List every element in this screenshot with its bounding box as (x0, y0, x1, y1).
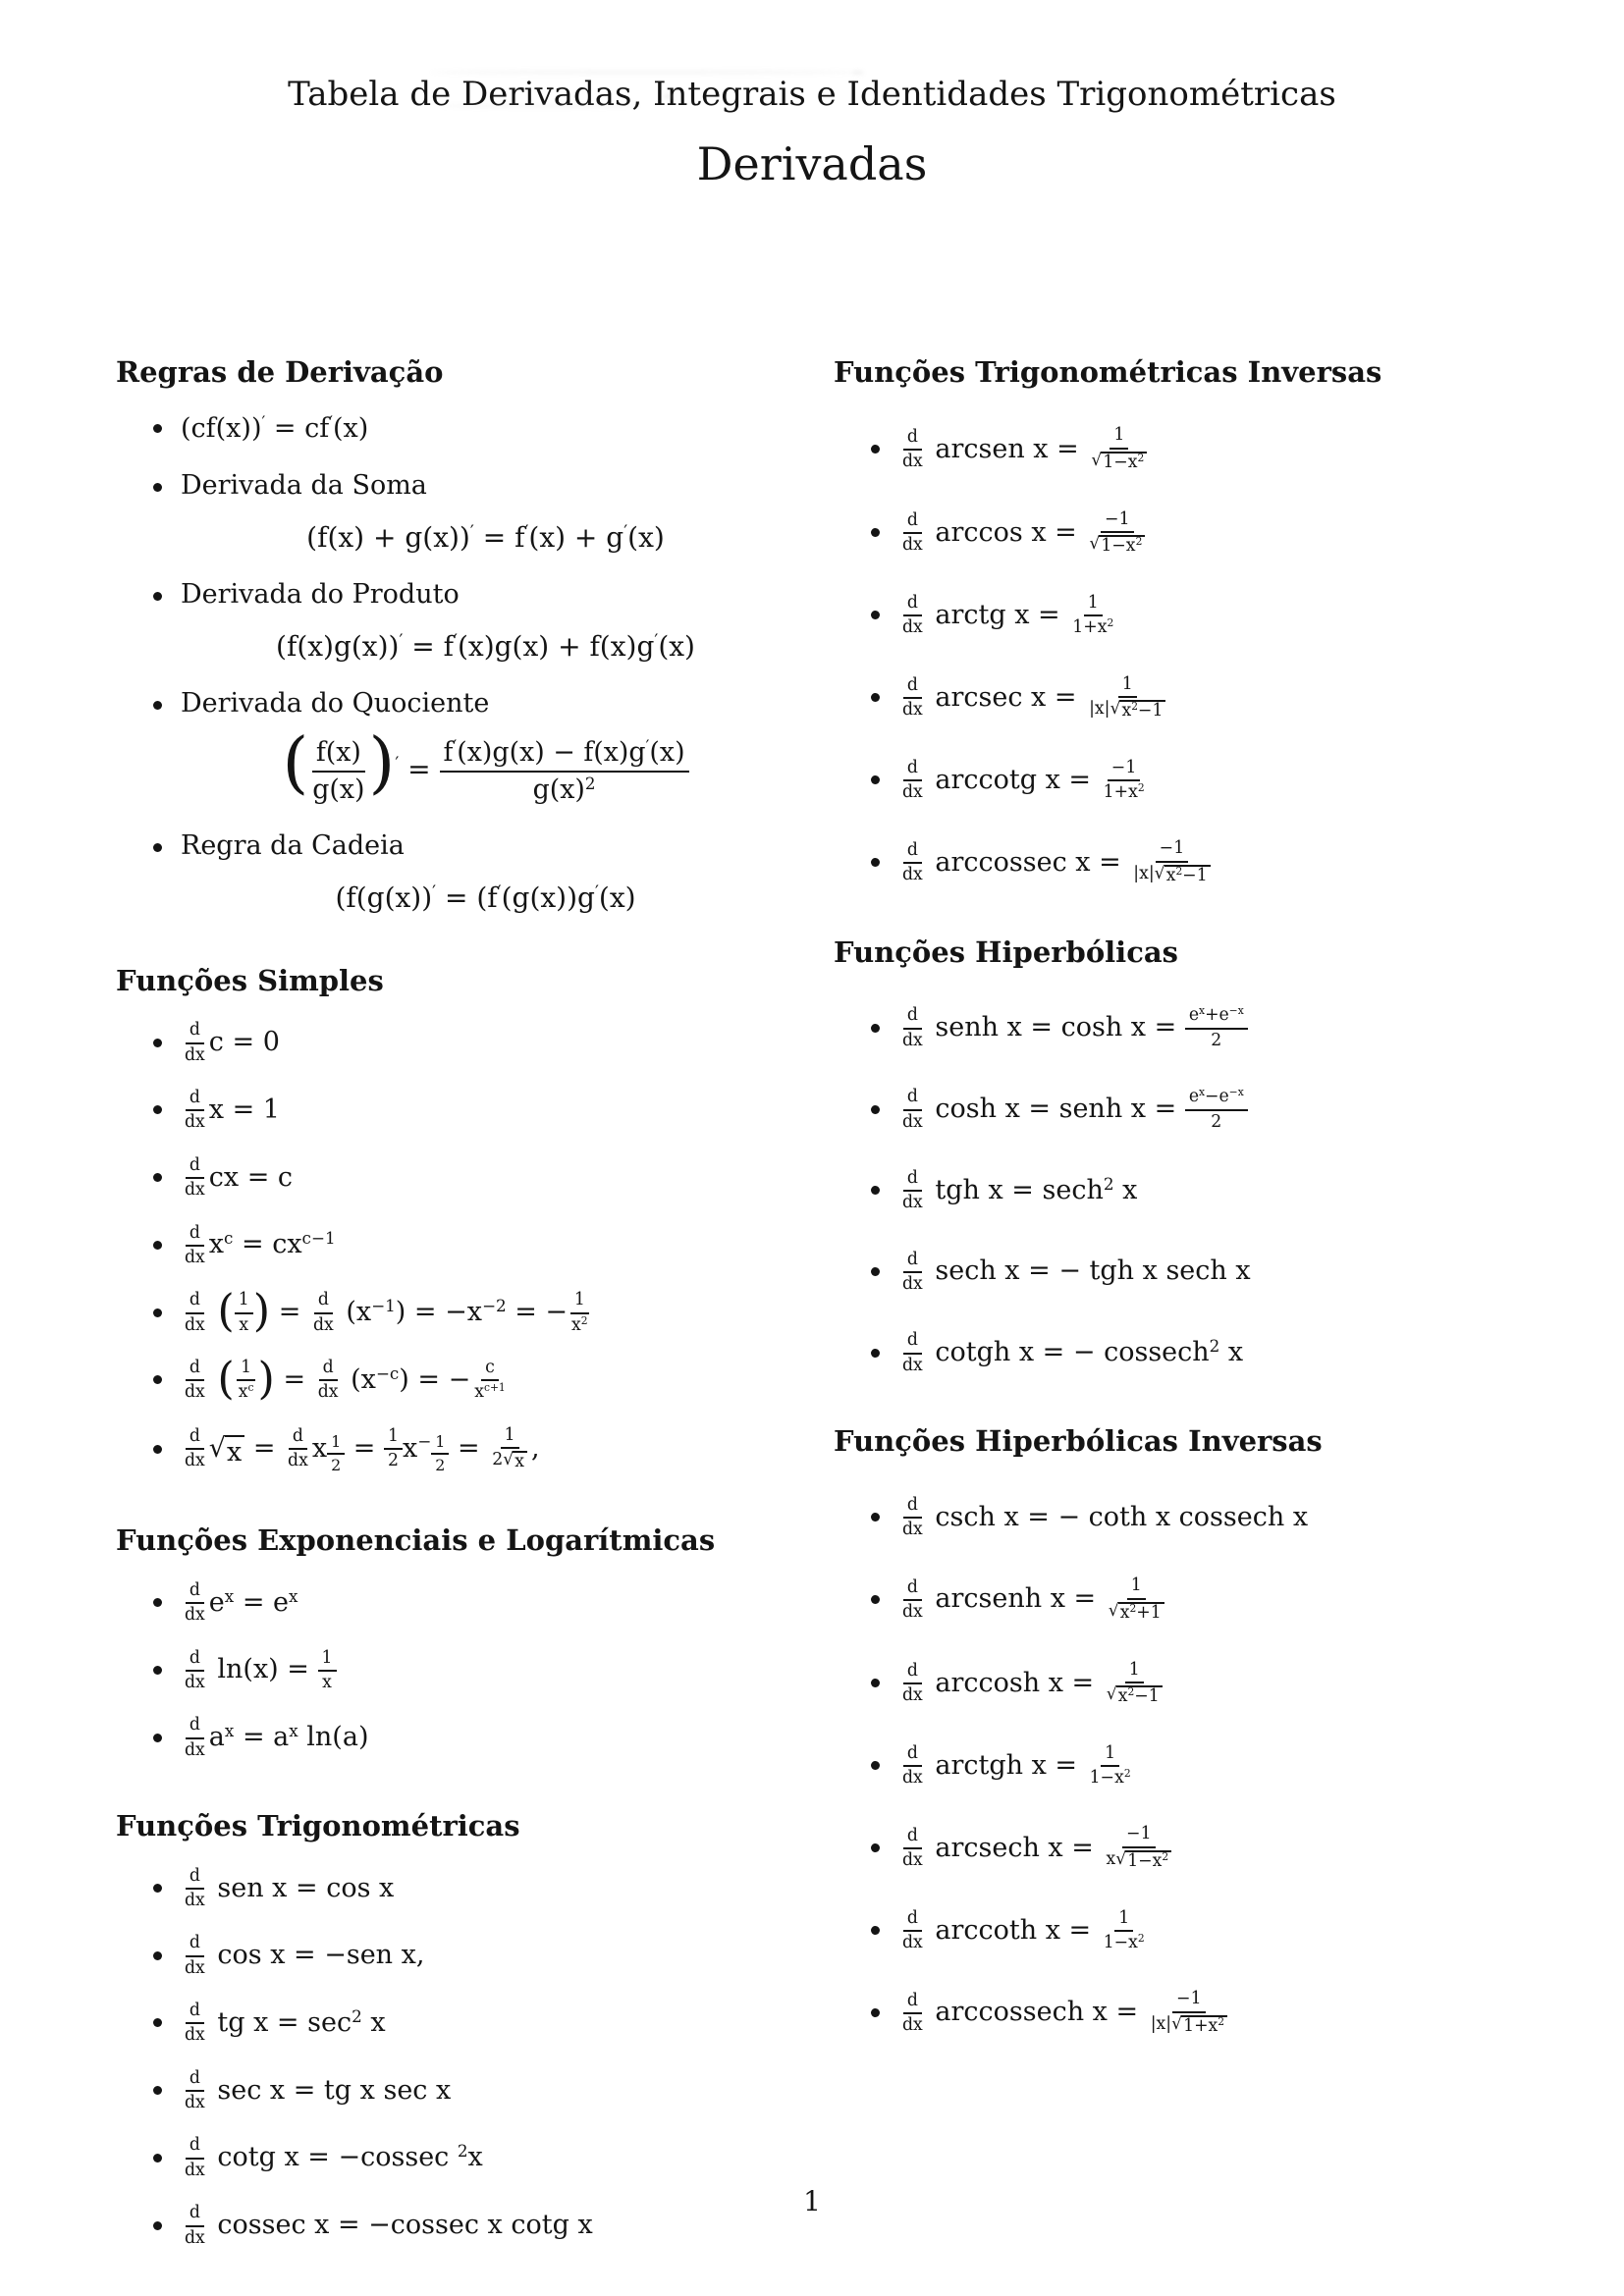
formula-item (869, 1661, 1508, 1707)
formula-item (869, 1576, 1508, 1623)
formula-item (151, 1224, 790, 1268)
inline-formula: $\frac{d}{dx}$ sen x = cos x (185, 1865, 395, 1911)
inline-formula: $\frac{d}{dx}$ senh x = cosh x = $\frac{e^x+e^{-x}}{2}$ (898, 1012, 1248, 1042)
formula-item (151, 1716, 790, 1760)
inline-formula: $\frac{d}{dx}$ $e^x = e^x$ (185, 1579, 298, 1626)
formula-item (869, 1331, 1508, 1375)
formula-item (869, 1990, 1508, 2036)
inline-formula: $\frac{d}{dx}$ arcsec x = 1 |x| √ $x^2-1$ (898, 682, 1169, 713)
formula-item (151, 687, 790, 806)
formula-list (834, 426, 1508, 885)
formula-item (151, 578, 790, 664)
formula-item (151, 1934, 790, 1978)
display-formula: (f(x) + g(x))′ = f′(x) + g′(x) (306, 520, 665, 554)
inline-formula: $\frac{d}{dx}$ sec x = tg x sec x (185, 2067, 452, 2113)
formula-list (834, 1006, 1508, 1374)
formula-item (151, 469, 790, 555)
section-title: Funções Exponenciais e Logarítmicas (116, 1523, 716, 1558)
formula-list (116, 412, 790, 914)
inline-formula: $\frac{d}{dx}$ cos x = −sen x, (185, 1933, 425, 1978)
formula-item (151, 1867, 790, 1911)
inline-formula: $\frac{d}{dx}$ c = 0 (185, 1020, 280, 1065)
formula-item (869, 1088, 1508, 1132)
section-title: Funções Simples (116, 963, 384, 997)
formula-item (151, 2002, 790, 2046)
inline-formula: $\frac{d}{dx}$ arccos x = −1 √ $1-x^2$ (898, 517, 1149, 548)
rule-label: Derivada do Quociente (181, 687, 490, 719)
formula-item (151, 1581, 790, 1626)
inline-formula: $\frac{d}{dx}$ csch x = − coth x cossech x (902, 1494, 1309, 1540)
inline-formula: $\frac{d}{dx}$ ( $\frac{1}{x}$ ) = $\frac{d}{dx}$ $(x^{-1}) = -x^{-2}$ = − $\frac{1}{x^2}$ (185, 1285, 588, 1337)
formula-item (151, 1649, 790, 1693)
inline-formula: $\frac{d}{dx}$ $a^x = a^x$ ln(a) (185, 1715, 369, 1760)
formula-section (116, 355, 790, 915)
formula-section (116, 1523, 790, 1760)
page-title: Derivadas (696, 136, 928, 190)
formula-list (116, 1021, 790, 1474)
inline-formula: $\frac{d}{dx}$ arctgh x = $\frac{1}{1-x^2}$ (902, 1742, 1131, 1789)
formula-item (151, 1089, 790, 1133)
inline-formula: $\frac{d}{dx}$ cosh x = senh x = $\frac{e^x-e^{-x}}{2}$ (898, 1094, 1248, 1124)
document-title: Tabela de Derivadas, Integrais e Identidades Trigonométricas (288, 75, 1336, 114)
inline-formula: $\frac{d}{dx}$ ( $\frac{1}{x^c}$ ) = $\frac{d}{dx}$ $(x^{-c})$ = − $\frac{c}{x^{c+1}}$ (185, 1353, 506, 1405)
section-title: Regras de Derivação (116, 354, 444, 389)
formula-list (834, 1496, 1508, 2037)
inline-formula: $\frac{d}{dx}$ arccoth x = $\frac{1}{1-x^2}$ (902, 1907, 1145, 1953)
inline-formula: $\frac{d}{dx}$ arcsen x = 1 √ $1-x^2$ (898, 434, 1151, 464)
formula-item (869, 1909, 1508, 1953)
page-header (0, 0, 1624, 190)
formula-item (151, 829, 790, 915)
right-column (834, 355, 1508, 2074)
inline-formula: $\frac{d}{dx}$ arccosh x = 1 √ $x^2-1$ (898, 1668, 1166, 1698)
formula-section (116, 964, 790, 1474)
section-title: Funções Trigonométricas Inversas (834, 354, 1382, 389)
two-column-layout (0, 355, 1624, 2271)
display-formula: (f(x)g(x))′ = f′(x)g(x) + f(x)g′(x) (276, 629, 695, 663)
formula-item (869, 1006, 1508, 1050)
formula-item (869, 1744, 1508, 1789)
inline-formula: $\frac{d}{dx}$ arcsech x = −1 x √ $1-x^2$ (898, 1833, 1175, 1863)
section-title: Funções Hiperbólicas (834, 934, 1178, 969)
formula-item (869, 1496, 1508, 1540)
section-title: Funções Trigonométricas (116, 1808, 520, 1842)
inline-formula: $\frac{d}{dx}$ ln(x) = $\frac{1}{x}$ (181, 1654, 337, 1684)
formula-item (869, 426, 1508, 472)
inline-formula: $\frac{d}{dx}$ cotgh x = − cossech$^2$ x (902, 1330, 1244, 1375)
inline-formula: $\frac{d}{dx}$ arccossec x = −1 |x| √ $x^2-1$ (898, 847, 1215, 878)
formula-list (116, 1581, 790, 1760)
formula-item (151, 1353, 790, 1405)
inline-formula: $\frac{d}{dx}$ arcsenh x = 1 √ $x^2+1$ (898, 1583, 1168, 1614)
formula-item (151, 2136, 790, 2180)
formula-item (869, 1169, 1508, 1213)
formula-item (151, 1021, 790, 1065)
formula-item (151, 1156, 790, 1201)
formula-item (151, 412, 790, 446)
inline-formula: $\frac{d}{dx}$ arccossech x = −1 |x| √ $1+x^2$ (898, 1997, 1231, 2027)
display-formula: (f(g(x))′ = (f′(g(x))g′(x) (335, 881, 636, 914)
inline-formula: $\frac{d}{dx}$ √ x = $\frac{d}{dx}$ x $^{\frac{1}{2}}$ = $\frac{1}{2}$ $x^{- \frac{1}{2}}$ = 1 2 √ x , (185, 1424, 540, 1475)
inline-formula: $\frac{d}{dx}$ arccotg x = $\frac{-1}{1+x^2}$ (902, 757, 1145, 803)
inline-formula: $\frac{d}{dx}$ sech x = − tgh x sech x (902, 1249, 1251, 1294)
formula-section (834, 355, 1508, 886)
inline-formula: $\frac{d}{dx}$ cotg x = −cossec $^2$x (185, 2135, 483, 2180)
inline-formula: $\frac{d}{dx}$ tgh x = sech$^2$ x (902, 1167, 1138, 1213)
inline-formula: $\frac{d}{dx}$ tg $x = \sec^2 x$ (185, 2001, 386, 2046)
formula-section (116, 1809, 790, 2248)
rule-label: Derivada do Produto (181, 578, 460, 610)
left-column (116, 355, 790, 2271)
rule-label: Regra da Cadeia (181, 829, 405, 861)
inline-formula: $\frac{d}{dx}$ x = 1 (185, 1088, 280, 1133)
inline-formula: $\frac{d}{dx}$ arctg x = $\frac{1}{1+x^2}$ (902, 592, 1114, 638)
formula-item (869, 1251, 1508, 1295)
inline-formula: $\frac{d}{dx}$ cossec x = −cossec x cotg x (185, 2203, 593, 2248)
inline-formula: $\frac{d}{dx}$ $x^c = cx^{c-1}$ (185, 1222, 336, 1267)
section-title: Funções Hiperbólicas Inversas (834, 1423, 1323, 1458)
formula-section (834, 1424, 1508, 2037)
page-number: 1 (803, 2185, 821, 2217)
formula-item (151, 1285, 790, 1337)
formula-item (869, 675, 1508, 721)
formula-item (869, 839, 1508, 885)
formula-item (869, 594, 1508, 638)
formula-item (151, 1426, 790, 1475)
formula-item (869, 510, 1508, 557)
formula-item (869, 759, 1508, 803)
inline-formula: $\frac{d}{dx}$ cx = c (185, 1154, 294, 1201)
formula-item (869, 1825, 1508, 1871)
rule-label: Derivada da Soma (181, 470, 427, 502)
inline-formula: (cf(x))′ = cf′(x) (181, 412, 369, 445)
formula-section (834, 935, 1508, 1375)
formula-item (151, 2069, 790, 2113)
display-formula: ( $\frac{f(x)}{g(x)}$ )′ = $\frac{f'(x)g(x) - f(x)g'(x)}{g(x)^2}$ (181, 737, 790, 805)
